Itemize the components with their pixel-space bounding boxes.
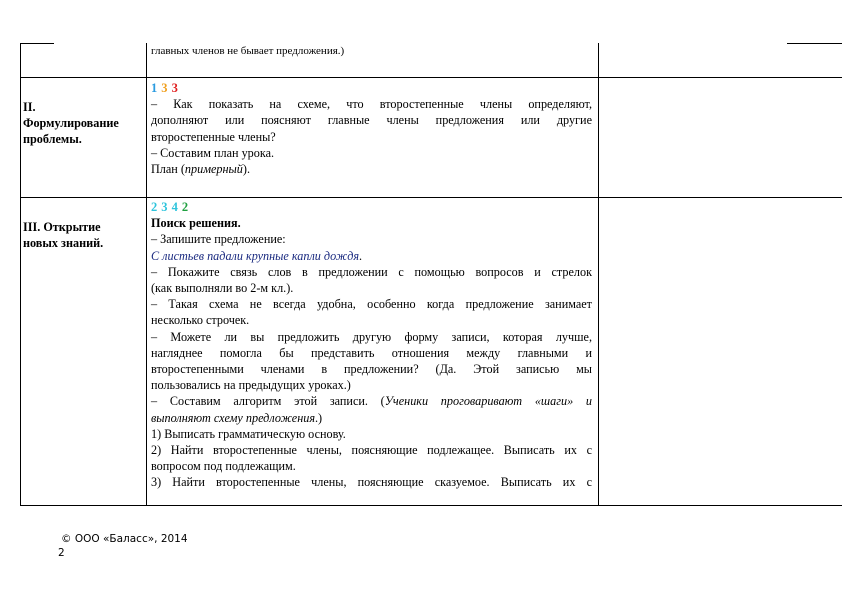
level-marker: 4 [171,200,179,214]
row2-text-line: – Запишите предложение: [151,232,286,247]
table-col-divider-2 [598,43,599,505]
row1-stage-title [23,99,141,147]
row2-text-line: второстепенными членами в предложении? (Да. Этой записью мы [151,362,592,377]
level-marker: 3 [171,81,179,95]
table-row-divider-2 [20,197,842,198]
algorithm-step: 3) Найти второстепенные члены, поясняющие сказуемое. Выписать их с [151,475,592,490]
row1-stage-line: II. [23,100,36,114]
row2-text-line: – Такая схема не всегда удобна, особенно когда предложение занимает [151,297,592,312]
row2-content [151,199,592,491]
algorithm-step: вопросом под подлежащим. [151,459,296,474]
row1-text-line: – Как показать на схеме, что второстепенные члены определяют, [151,97,592,112]
row1-plan-example: План (примерный). [151,162,250,177]
level-marker: 1 [151,81,159,95]
row2-text-line: выполняют схему предложения.) [151,410,323,425]
row2-text-line: – Составим алгоритм этой записи. (Ученики проговаривают «шаги» и [151,394,592,409]
table-row-divider-1 [20,77,842,78]
row2-text-line: (как выполняли во 2-м кл.). [151,281,294,296]
row2-italic-instruction: выполняют схему предложения [151,410,315,425]
row2-text-line: – Можете ли вы предложить другую форму записи, которая лучше, [151,329,592,344]
table-left-border [20,43,21,505]
row2-level-markers [151,199,592,215]
row2-italic-instruction: Ученики проговаривают «шаги» и [384,394,592,409]
row1-stage-line: Формулирование [23,116,119,130]
row2-text-line: несколько строчек. [151,313,250,328]
table-col-divider-1 [146,43,147,505]
table-top-rule-right [787,43,842,44]
row2-stage-title [23,219,141,251]
level-marker: 3 [161,200,169,214]
level-marker: 2 [181,200,190,214]
plan-italic: примерный [184,162,243,177]
page-number: 2 [58,547,65,559]
level-marker: 3 [161,81,169,95]
table-top-rule-left [20,43,54,44]
row2-text-line: – Покажите связь слов в предложении с помощью вопросов и стрелок [151,264,592,279]
row2-example-sentence: С листьев падали крупные капли дождя. [151,248,363,263]
row0-content-text: главных членов не бывает предложения.) [151,45,345,57]
table-bottom-rule [20,505,842,506]
row1-content [151,80,592,177]
algorithm-step: 1) Выписать грамматическую основу. [151,426,346,441]
row2-text-line: нагляднее помогла бы представить отношения между главными и [151,345,592,360]
level-marker: 2 [151,200,159,214]
algorithm-step: 2) Найти второстепенные члены, поясняющие подлежащее. Выписать их с [151,443,592,458]
row1-plan-line: – Составим план урока. [151,145,275,160]
row2-heading: Поиск решения. [151,216,241,231]
row2-stage-line: III. Открытие [23,220,101,234]
row1-text-line: второстепенные члены? [151,129,276,144]
row1-level-markers [151,80,592,96]
row2-text-line: пользовались на предыдущих уроках.) [151,378,351,393]
row1-stage-line: проблемы. [23,132,82,146]
row1-text-line: дополняют или поясняют главные члены предложения или другие [151,113,592,128]
footer-copyright: © ООО «Баласс», 2014 [61,533,188,545]
row2-stage-line: новых знаний. [23,236,104,250]
